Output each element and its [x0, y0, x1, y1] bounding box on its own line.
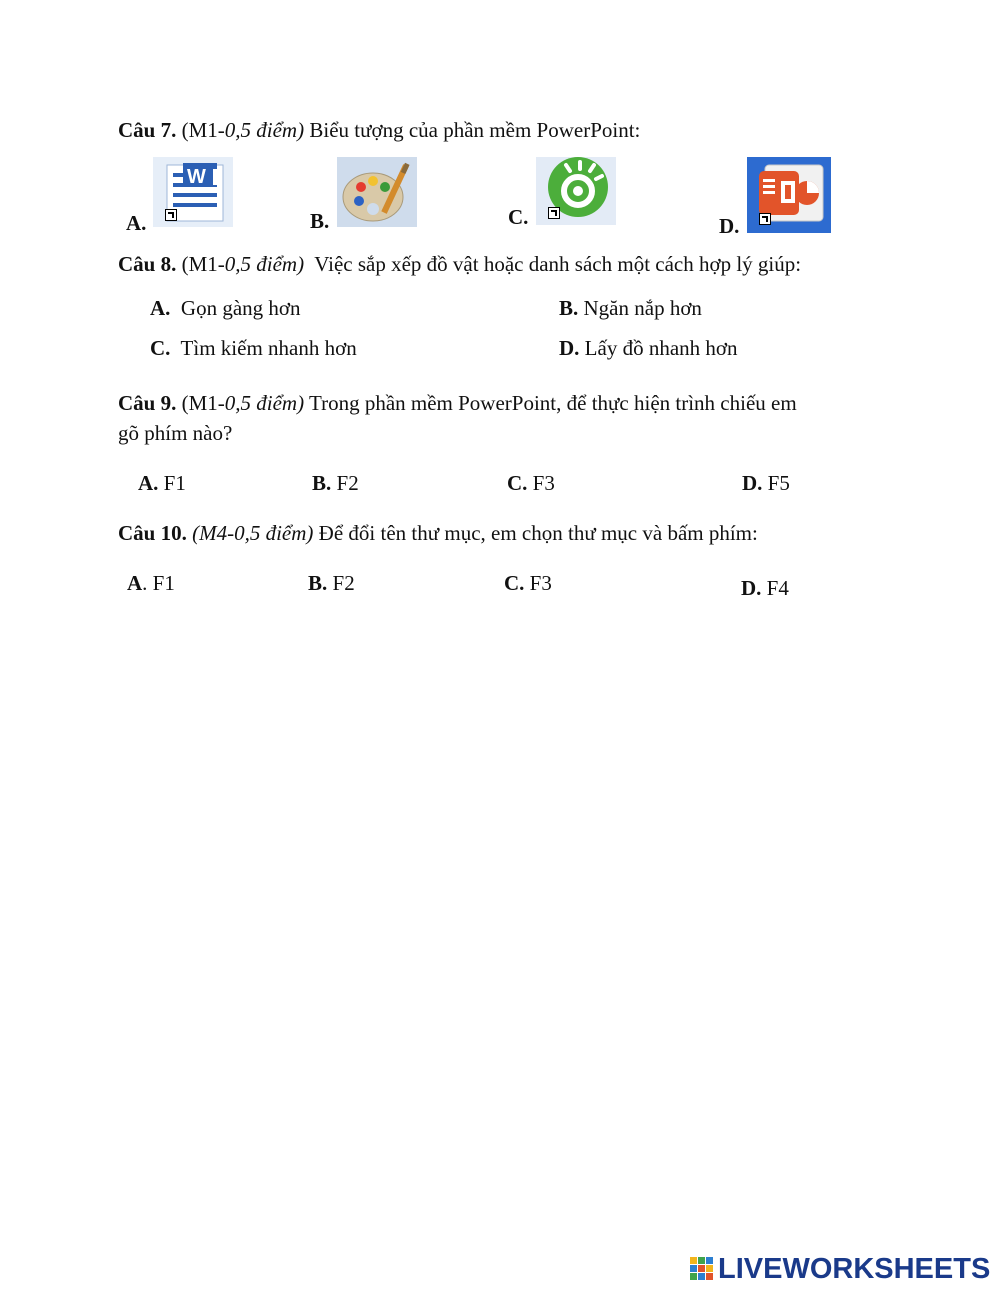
question-10-text: Để đổi tên thư mục, em chọn thư mục và bấm phím: — [313, 521, 758, 545]
option-letter: C. — [507, 471, 528, 495]
option-text: Ngăn nắp hơn — [583, 296, 702, 320]
question-10-option-c[interactable] — [504, 569, 552, 597]
question-8-option-c[interactable] — [150, 334, 357, 362]
option-text: F3 — [527, 471, 555, 495]
coccoc-browser-icon[interactable] — [536, 157, 616, 225]
question-8-label: Câu 8. — [118, 252, 177, 276]
option-text: F1 — [158, 471, 186, 495]
question-7-label: Câu 7. — [118, 118, 177, 142]
svg-text:W: W — [187, 166, 206, 188]
option-text: . F1 — [142, 571, 175, 595]
question-8-stem — [118, 249, 801, 279]
question-7-text: Biểu tượng của phần mềm PowerPoint: — [304, 118, 641, 142]
question-7-option-c-letter[interactable]: C. — [508, 205, 529, 229]
paint-palette-icon[interactable] — [337, 157, 417, 227]
question-7-option-d-letter[interactable]: D. — [719, 214, 740, 238]
liveworksheets-logo-icon — [690, 1257, 714, 1281]
question-9-option-a[interactable] — [138, 469, 186, 497]
question-10-label: Câu 10. — [118, 521, 187, 545]
question-9-option-c[interactable] — [507, 469, 555, 497]
option-letter: A. — [138, 471, 159, 495]
question-10-meta-open: (M4- — [186, 521, 235, 545]
question-10-option-d[interactable] — [741, 574, 789, 602]
question-8-option-b[interactable] — [559, 294, 702, 322]
question-9-stem-line2: gõ phím nào? — [118, 421, 233, 445]
option-text: Tìm kiếm nhanh hơn — [180, 336, 357, 360]
option-text: F4 — [761, 576, 789, 600]
powerpoint-icon[interactable] — [747, 157, 831, 233]
option-letter: D. — [742, 471, 763, 495]
option-text: F3 — [524, 571, 552, 595]
question-9-option-d[interactable] — [742, 469, 790, 497]
shortcut-arrow-icon — [548, 207, 560, 219]
question-8-option-d[interactable] — [559, 334, 738, 362]
question-9-points: 0,5 điểm) — [224, 391, 305, 415]
option-letter: B. — [559, 296, 579, 320]
shortcut-arrow-icon — [759, 213, 771, 225]
option-text: F5 — [762, 471, 790, 495]
option-text: F2 — [327, 571, 355, 595]
question-7-meta-open: (M1- — [176, 118, 225, 142]
question-8-text: Việc sắp xếp đồ vật hoặc danh sách một cách hợp lý giúp: — [304, 252, 802, 276]
question-10-option-b[interactable] — [308, 569, 355, 597]
question-7-option-a-letter[interactable]: A. — [126, 211, 147, 235]
question-8-option-a[interactable] — [150, 294, 301, 322]
question-10-stem — [118, 518, 758, 548]
option-letter: A. — [150, 296, 171, 320]
option-letter: C. — [504, 571, 525, 595]
option-text: Lấy đồ nhanh hơn — [584, 336, 738, 360]
shortcut-arrow-icon — [165, 209, 177, 221]
question-9-stem — [118, 388, 797, 418]
option-text: F2 — [331, 471, 359, 495]
question-7-option-b-letter[interactable]: B. — [310, 209, 330, 233]
question-9-label: Câu 9. — [118, 391, 177, 415]
question-9-meta-open: (M1- — [176, 391, 225, 415]
liveworksheets-logo-text: LIVEWORKSHEETS — [718, 1252, 991, 1285]
word-icon[interactable] — [153, 157, 233, 227]
option-letter: D. — [559, 336, 580, 360]
question-8-points: 0,5 điểm) — [224, 252, 305, 276]
liveworksheets-logo[interactable] — [690, 1252, 990, 1286]
question-9-option-b[interactable] — [312, 469, 359, 497]
option-letter: C. — [150, 336, 171, 360]
option-letter: D. — [741, 576, 762, 600]
question-9-text: Trong phần mềm PowerPoint, để thực hiện trình chiếu em — [304, 391, 797, 415]
option-text: Gọn gàng hơn — [180, 296, 301, 320]
question-7-points: 0,5 điểm) — [224, 118, 305, 142]
option-letter: A — [127, 571, 143, 595]
option-letter: B. — [308, 571, 328, 595]
question-10-option-a[interactable] — [127, 569, 175, 597]
question-10-points: 0,5 điểm) — [234, 521, 314, 545]
question-7-stem — [118, 115, 640, 145]
option-letter: B. — [312, 471, 332, 495]
question-8-meta-open: (M1- — [176, 252, 225, 276]
